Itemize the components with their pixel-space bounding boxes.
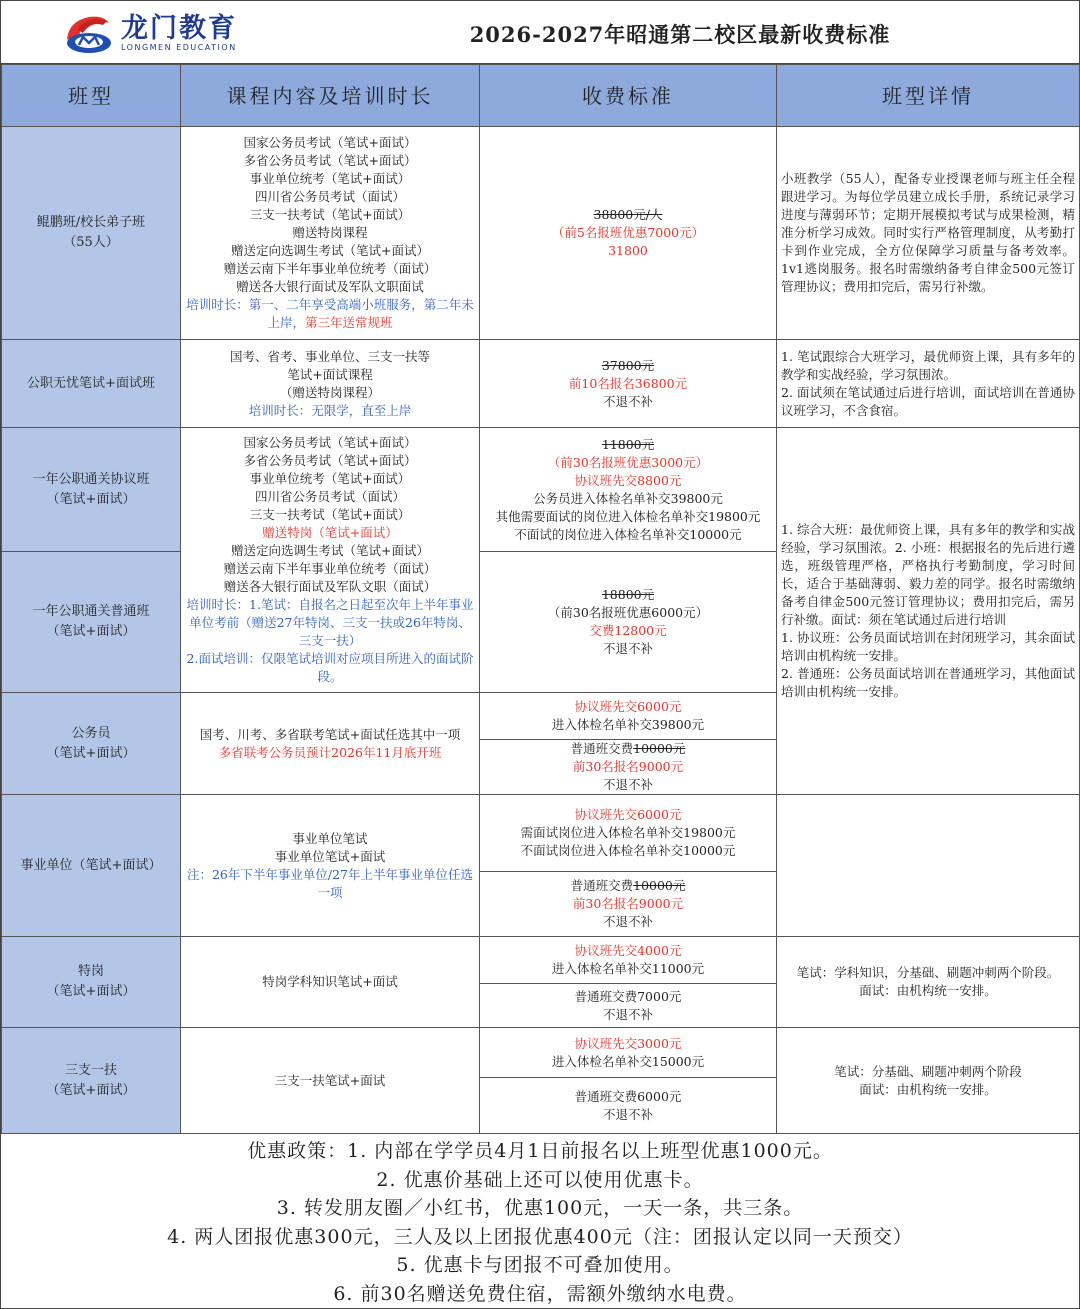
- policy-line: 5. 优惠卡与团报不可叠加使用。: [396, 1254, 684, 1276]
- course-content: 国家公务员考试（笔试+面试） 多省公务员考试（笔试+面试） 事业单位统考（笔试+面试） 四川省公务员考试（面试） 三支一扶考试（笔试+面试） 赠送特岗（笔试+面试） 赠送定向选调生考试（笔试+面试） 赠送云南下半年事业单位统考（面试） 赠送各大银行面试及军队文职（面试） 培训时长：1.笔试：自报名之日起至次年上半年事业单位考前（赠送27年特岗、三支一扶或26年特岗、三支一扶） 2.面试培训：仅限笔试培训对应项目所进入的面试阶段。: [181, 428, 480, 693]
- class-name: 公职无忧笔试+面试班: [2, 340, 181, 428]
- policy-line: 3. 转发朋友圈／小红书，优惠100元，一天一条，共三条。: [276, 1197, 804, 1219]
- table-row: [2, 937, 1080, 984]
- class-detail: 1. 综合大班：最优师资上课，具有多年的教学和实战经验，学习氛围浓。2. 小班：根据报名的先后进行遴选，班级管理严格，严格执行考勤制度，学习时间长，适合于基础薄弱、毅力差的同学。报名时需缴纳备考自律金500元签订管理协议；费用扣完后，需另行补缴。面试：须在笔试通过后进行培训 1. 协议班：公务员面试培训在封闭班学习，其余面试培训由机构统一安排。 2. 普通班：公务员面试培训在普通班学习，其他面试培训由机构统一安排。: [777, 428, 1080, 795]
- logo-english-text: LONGMEN EDUCATION: [121, 42, 237, 52]
- fee-cell: 11800元 （前30名报班优惠3000元） 协议班先交8800元 公务员进入体检名单补交39800元 其他需要面试的岗位进入体检名单补交19800元 不面试的岗位进入体检名单补交10000元: [480, 428, 777, 552]
- class-name: 鲲鹏班/校长弟子班 （55人）: [2, 127, 181, 340]
- column-header: 班型详情: [777, 65, 1080, 127]
- column-header: 课程内容及培训时长: [181, 65, 480, 127]
- fee-cell: 普通班交费10000元 前30名报名9000元 不退不补: [480, 872, 777, 937]
- logo-chinese-text: 龙门教育: [121, 12, 237, 44]
- header: [1, 1, 1079, 64]
- class-name: 三支一扶 （笔试+面试）: [2, 1028, 181, 1134]
- fee-cell: 协议班先交4000元 进入体检名单补交11000元: [480, 937, 777, 984]
- policy-line: 优惠政策：1. 内部在学学员4月1日前报名以上班型优惠1000元。: [247, 1140, 833, 1162]
- column-header: 收费标准: [480, 65, 777, 127]
- longmen-logo-icon: [63, 9, 115, 57]
- class-name: 一年公职通关普通班 （笔试+面试）: [2, 552, 181, 693]
- course-content: 国考、省考、事业单位、三支一扶等 笔试+面试课程 （赠送特岗课程） 培训时长：无限学，直至上岸: [181, 340, 480, 428]
- discount-price: 31800: [608, 243, 648, 258]
- class-name: 公务员 （笔试+面试）: [2, 693, 181, 795]
- course-content: 特岗学科知识笔试+面试: [181, 937, 480, 1028]
- course-content: 事业单位笔试 事业单位笔试+面试 注：26年下半年事业单位/27年上半年事业单位任选一项: [181, 795, 480, 937]
- fee-cell: 18800元 （前30名报班优惠6000元） 交费12800元 不退不补: [480, 552, 777, 693]
- fee-cell: 普通班交费10000元 前30名报名9000元 不退不补: [480, 740, 777, 795]
- class-name: 一年公职通关协议班 （笔试+面试）: [2, 428, 181, 552]
- class-detail: 笔试：学科知识，分基础、刷题冲刺两个阶段。 面试：由机构统一安排。: [777, 937, 1080, 1028]
- table-header-row: [2, 65, 1080, 127]
- fee-cell: 37800元 前10名报名36800元 不退不补: [480, 340, 777, 428]
- class-name: 事业单位（笔试+面试）: [2, 795, 181, 937]
- class-detail: 小班教学（55人），配备专业授课老师与班主任全程跟进学习。为每位学员建立成长手册，系统记录学习进度与薄弱环节；定期开展模拟考试与成果检测，精准分析学习成效。同时实行严格管理制度，从考勤打卡到作业完成，全方位保障学习质量与备考效率。1v1逃岗服务。报名时需缴纳备考自律金500元签订管理协议；费用扣完后，需另行补缴。: [777, 127, 1080, 340]
- class-detail: 笔试：分基础、刷题冲刺两个阶段 面试：由机构统一安排。: [777, 1028, 1080, 1134]
- discount-policy: [1, 1134, 1079, 1308]
- fee-cell: 协议班先交3000元 进入体检名单补交15000元: [480, 1028, 777, 1078]
- fee-cell: 普通班交费7000元 不退不补: [480, 984, 777, 1028]
- page-title: 2026-2027年昭通第二校区最新收费标准: [469, 22, 891, 47]
- table-row: [2, 127, 1080, 340]
- original-price: 38800元/人: [593, 207, 663, 222]
- table-row: [2, 428, 1080, 552]
- course-content: 三支一扶笔试+面试: [181, 1028, 480, 1134]
- policy-line: 2. 优惠价基础上还可以使用优惠卡。: [376, 1168, 704, 1191]
- table-row: [2, 340, 1080, 428]
- table-row: [2, 795, 1080, 872]
- class-detail: 1. 笔试跟综合大班学习，最优师资上课，具有多年的教学和实战经验，学习氛围浓。 2. 面试须在笔试通过后进行培训，面试培训在普通协议班学习，不含食宿。: [777, 340, 1080, 428]
- class-detail: [777, 795, 1080, 937]
- class-name: 特岗 （笔试+面试）: [2, 937, 181, 1028]
- course-content: 国考、川考、多省联考笔试+面试任选其中一项 多省联考公务员预计2026年11月底开班: [181, 693, 480, 795]
- policy-line: 4. 两人团报优惠300元，三人及以上团报优惠400元（注：团报认定以同一天预交）: [167, 1225, 913, 1248]
- fee-cell: 38800元/人 （前5名报班优惠7000元） 31800: [480, 127, 777, 340]
- column-header: 班型: [2, 65, 181, 127]
- fee-cell: 协议班先交6000元 进入体检名单补交39800元: [480, 693, 777, 740]
- fee-table: [1, 64, 1080, 1134]
- course-content: 国家公务员考试（笔试+面试） 多省公务员考试（笔试+面试） 事业单位统考（笔试+面试） 四川省公务员考试（面试） 三支一扶考试（笔试+面试） 赠送特岗课程 赠送定向选调生考试（笔试+面试） 赠送云南下半年事业单位统考（面试） 赠送各大银行面试及军队文职面试 培训时长：第一、二年享受高端小班服务，第二年未上岸，第三年送常规班: [181, 127, 480, 340]
- policy-line: 6. 前30名赠送免费住宿，需额外缴纳水电费。: [333, 1282, 747, 1305]
- fee-cell: 协议班先交6000元 需面试岗位进入体检名单补交19800元 不面试岗位进入体检名单补交10000元: [480, 795, 777, 872]
- logo: [63, 9, 237, 57]
- fee-cell: 普通班交费6000元 不退不补: [480, 1078, 777, 1134]
- table-row: [2, 1028, 1080, 1078]
